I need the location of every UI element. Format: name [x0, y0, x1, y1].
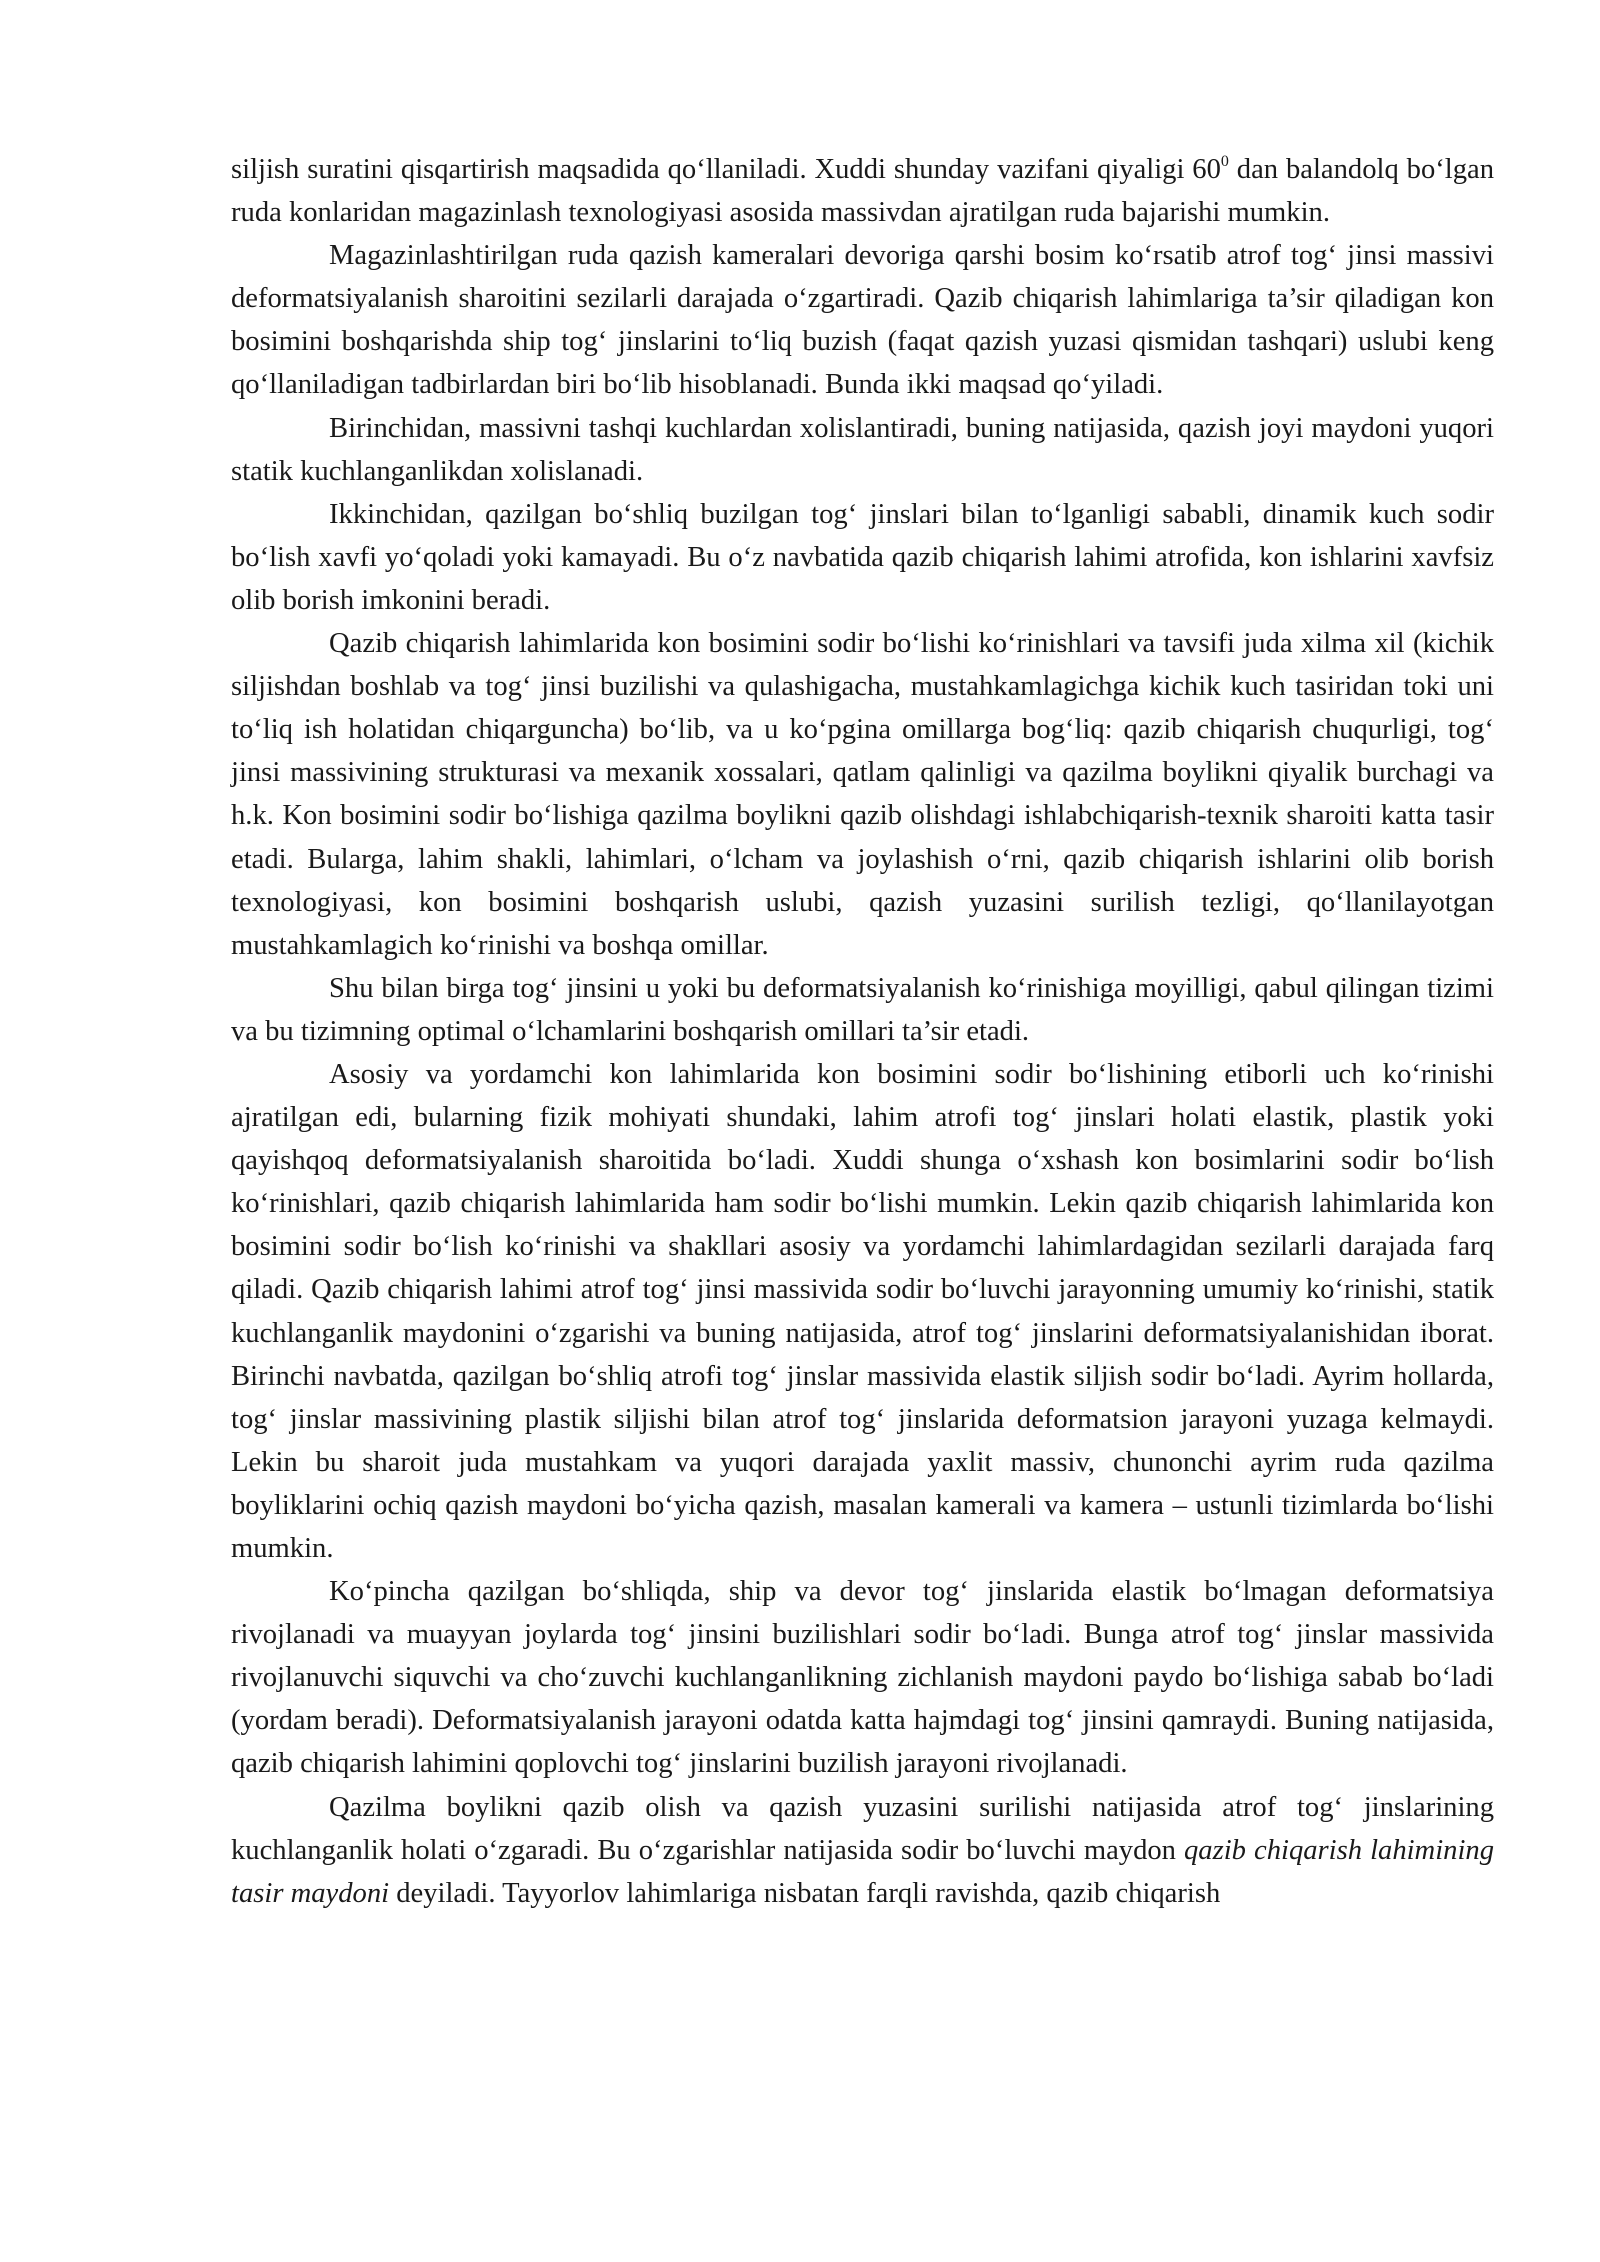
paragraph-4: Ikkinchidan, qazilgan bo‘shliq buzilgan tog‘ jinslari bilan to‘lganligi sababli, dinamik kuch sodir bo‘lish xavfi yo‘qoladi yoki kamayadi. Bu o‘z navbatida qazib chiqarish lahimi atrofida, kon ishlarini xavfsiz olib borish imkonini beradi.: [231, 498, 1494, 616]
paragraph-1-text-b: dan balandolq bo‘lgan ruda konlaridan magazinlash texnologiyasi asosida massivdan ajratilgan ruda bajarishi mumkin.: [231, 154, 1494, 229]
paragraph-7: Asosiy va yordamchi kon lahimlarida kon bosimini sodir bo‘lishining etiborli uch ko‘rinishi ajratilgan edi, bularning fizik mohiyati shundaki, lahim atrofi tog‘ jinslari holati elastik, plastik yoki qayishqoq deformatsiyalanish sharoitida bo‘ladi. Xuddi shunga o‘xshash kon bosimlarini sodir bo‘lish ko‘rinishlari, qazib chiqarish lahimlarida ham sodir bo‘lishi mumkin. Lekin qazib chiqarish lahimlarida kon bosimini sodir bo‘lish ko‘rinishi va shakllari asosiy va yordamchi lahimlardagidan sezilarli darajada farq qiladi. Qazib chiqarish lahimi atrof tog‘ jinsi massivida sodir bo‘luvchi jarayonning umumiy ko‘rinishi, statik kuchlanganlik maydonini o‘zgarishi va buning natijasida, atrof tog‘ jinslarini deformatsiyalanishidan iborat. Birinchi navbatda, qazilgan bo‘shliq atrofi tog‘ jinslar massivida elastik siljish sodir bo‘ladi. Ayrim hollarda, tog‘ jinslar massivining plastik siljishi bilan atrof tog‘ jinslarida deformatsion jarayoni yuzaga kelmaydi. Lekin bu sharoit juda mustahkam va yuqori darajada yaxlit massiv, chunonchi ayrim ruda qazilma boyliklarini ochiq qazish maydoni bo‘yicha qazish, masalan kamerali va kamera – ustunli tizimlarda bo‘lishi mumkin.: [231, 1058, 1494, 1564]
italic-term: qazib chiqarish lahimining tasir maydoni: [231, 1834, 1494, 1909]
paragraph-2: Magazinlashtirilgan ruda qazish kameralari devoriga qarshi bosim ko‘rsatib atrof tog‘ jinsi massivi deformatsiyalanish sharoitini sezilarli darajada o‘zgartiradi. Qazib chiqarish lahimlariga ta’sir qiladigan kon bosimini boshqarishda ship tog‘ jinslarini to‘liq buzish (faqat qazish yuzasi qismidan tashqari) uslubi keng qo‘llaniladigan tadbirlardan biri bo‘lib hisoblanadi. Bunda ikki maqsad qo‘yiladi.: [231, 240, 1494, 401]
paragraph-1-text-a: siljish suratini qisqartirish maqsadida qo‘llaniladi. Xuddi shunday vazifani qiyaligi 60: [231, 154, 1221, 185]
paragraph-6: Shu bilan birga tog‘ jinsini u yoki bu deformatsiyalanish ko‘rinishiga moyilligi, qabul qilingan tizimi va bu tizimning optimal o‘lchamlarini boshqarish omillari ta’sir etadi.: [231, 972, 1494, 1047]
document-page: [231, 148, 1494, 1915]
paragraph-9-text-a: Qazilma boylikni qazib olish va qazish yuzasini surilishi natijasida atrof tog‘ jinslarining kuchlanganlik holati o‘zgaradi. Bu o‘zgarishlar natijasida sodir bo‘luvchi maydon: [231, 1791, 1494, 1866]
degree-superscript: 0: [1220, 153, 1229, 170]
paragraph-1: [231, 148, 1494, 234]
paragraph-8: Ko‘pincha qazilgan bo‘shliqda, ship va devor tog‘ jinslarida elastik bo‘lmagan deformatsiya rivojlanadi va muayyan joylarda tog‘ jinsini buzilishlari sodir bo‘ladi. Bunga atrof tog‘ jinslar massivida rivojlanuvchi siquvchi va cho‘zuvchi kuchlanganlikning zichlanish maydoni paydo bo‘lishiga sabab bo‘ladi (yordam beradi). Deformatsiyalanish jarayoni odatda katta hajmdagi tog‘ jinsini qamraydi. Buning natijasida, qazib chiqarish lahimini qoplovchi tog‘ jinslarini buzilish jarayoni rivojlanadi.: [231, 1576, 1494, 1780]
paragraph-5: Qazib chiqarish lahimlarida kon bosimini sodir bo‘lishi ko‘rinishlari va tavsifi juda xilma xil (kichik siljishdan boshlab va tog‘ jinsi buzilishi va qulashigacha, mustahkamlagichga kichik kuch tasiridan toki uni to‘liq ish holatidan chiqarguncha) bo‘lib, va u ko‘pgina omillarga bog‘liq: qazib chiqarish chuqurligi, tog‘ jinsi massivining strukturasi va mexanik xossalari, qatlam qalinligi va qazilma boylikni qiyalik burchagi va h.k. Kon bosimini sodir bo‘lishiga qazilma boylikni qazib olishdagi ishlabchiqarish-texnik sharoiti katta tasir etadi. Bularga, lahim shakli, lahimlari, o‘lcham va joylashish o‘rni, qazib chiqarish ishlarini olib borish texnologiyasi, kon bosimini boshqarish uslubi, qazish yuzasini surilish tezligi, qo‘llanilayotgan mustahkamlagich ko‘rinishi va boshqa omillar.: [231, 628, 1494, 961]
paragraph-9-text-b: deyiladi. Tayyorlov lahimlariga nisbatan farqli ravishda, qazib chiqarish: [389, 1877, 1221, 1909]
paragraph-3: Birinchidan, massivni tashqi kuchlardan xolislantiradi, buning natijasida, qazish joyi maydoni yuqori statik kuchlanganlikdan xolislanadi.: [231, 412, 1494, 487]
paragraph-9: [231, 1786, 1494, 1915]
